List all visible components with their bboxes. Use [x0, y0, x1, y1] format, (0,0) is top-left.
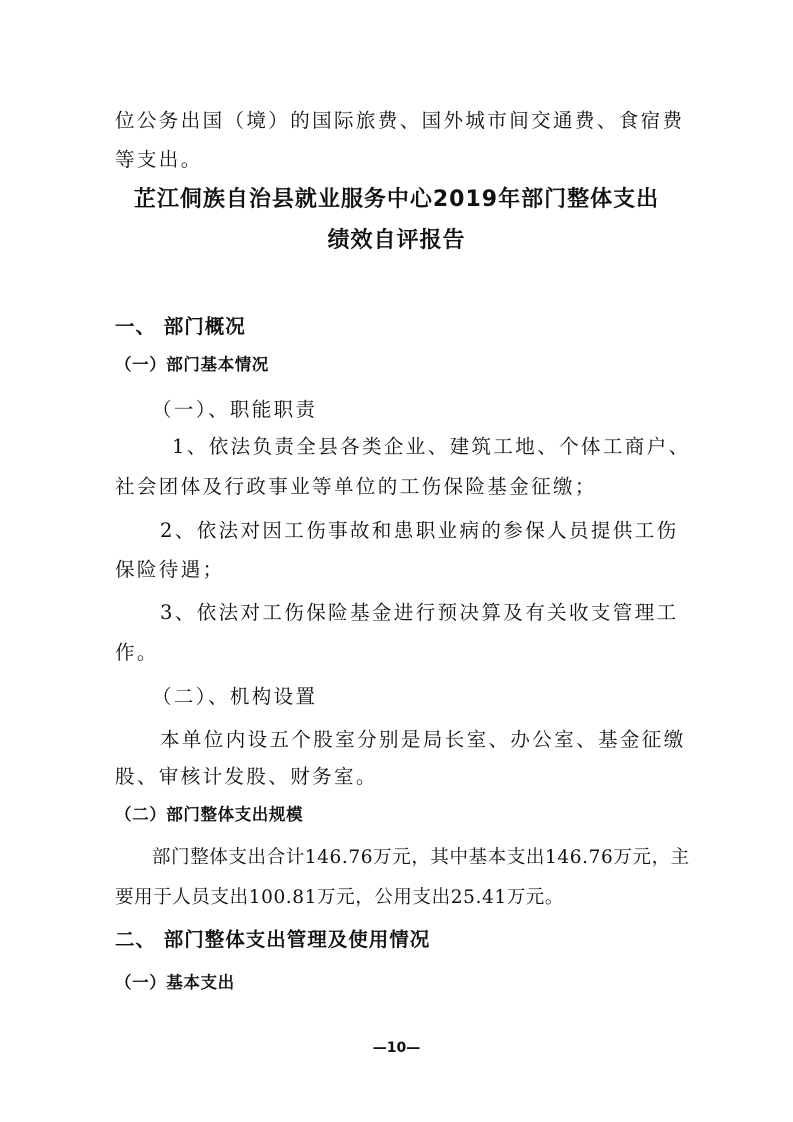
duty-item-2-line-2: 保险待遇； — [115, 558, 225, 581]
spending-line-2: 要用于人员支出100.81万元，公用支出25.41万元。 — [115, 887, 564, 908]
section-1-sub-2-heading: （二）部门整体支出规模 — [115, 805, 304, 824]
spending-line-1: 部门整体支出合计146.76万元，其中基本支出146.76万元，主 — [152, 847, 690, 868]
section-1-sub-1-heading: （一）部门基本情况 — [115, 355, 269, 374]
org-heading: （二）、机构设置 — [152, 685, 318, 708]
continuation-line-1: 位公务出国（境）的国际旅费、国外城市间交通费、食宿费 — [115, 109, 685, 132]
duty-item-1-line-2: 社会团体及行政事业等单位的工伤保险基金征缴； — [115, 475, 597, 498]
section-2-heading: 二、 部门整体支出管理及使用情况 — [115, 928, 431, 951]
continuation-line-2: 等支出。 — [115, 148, 203, 171]
duty-item-3-line-2: 作。 — [115, 641, 159, 664]
org-line-2: 股、审核计发股、财务室。 — [115, 765, 378, 788]
section-2-sub-1-heading: （一）基本支出 — [115, 973, 235, 992]
section-1-heading: 一、 部门概况 — [115, 315, 246, 338]
duty-item-1-line-1: 1、依法负责全县各类企业、建筑工地、个体工商户、 — [172, 435, 691, 458]
duty-item-3-line-1: 3、依法对工伤保险基金进行预决算及有关收支管理工 — [160, 601, 679, 624]
report-title-line-1: 芷江侗族自治县就业服务中心2019年部门整体支出 — [133, 187, 660, 212]
duty-item-2-line-1: 2、依法对因工伤事故和患职业病的参保人员提供工伤 — [160, 519, 679, 542]
page-number: —10— — [372, 1040, 421, 1056]
duties-heading: （一）、职能职责 — [152, 398, 318, 421]
report-title-line-2: 绩效自评报告 — [327, 228, 466, 253]
org-line-1: 本单位内设五个股室分别是局长室、办公室、基金征缴 — [160, 728, 686, 751]
